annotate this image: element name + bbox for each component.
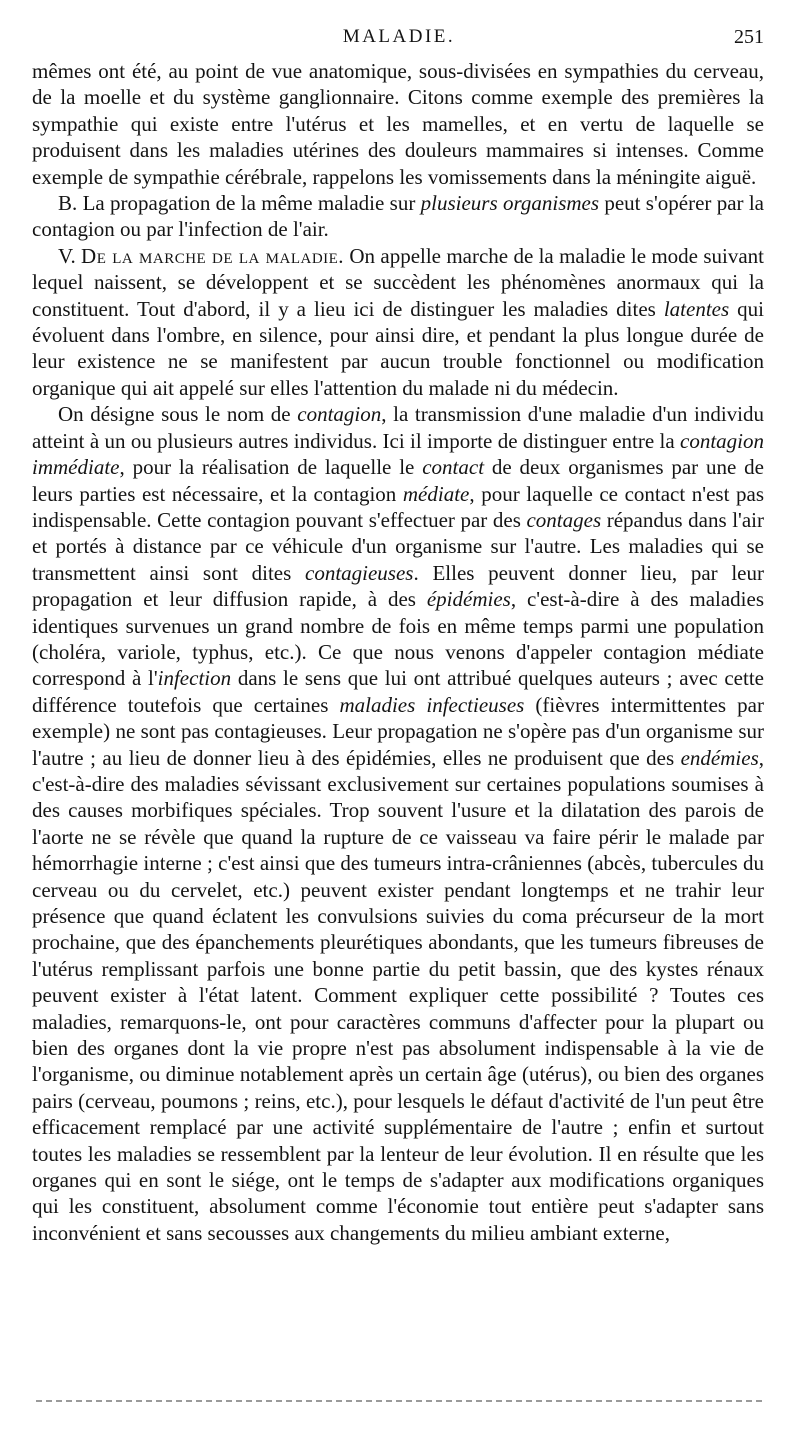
- text-run: , pour laquelle ce contact n'est pas indispensable. Cette contagion pouvant s'effectuer par des: [32, 481, 764, 532]
- page-number: 251: [734, 26, 764, 48]
- text-run: , c'est-à-dire à des maladies identiques survenues un grand nombre de fois en même temps parmi une population (choléra, variole, typhus, etc.). Ce que nous venons d'appeler contagion médiate correspond à l': [32, 587, 764, 691]
- italic-term: plusieurs organismes: [420, 191, 600, 216]
- text-run: . Elles peuvent donner lieu, par leur propagation et leur diffusion rapide, à des: [32, 560, 765, 612]
- italic-term: médiate: [402, 481, 470, 506]
- text-run: On désigne sous le nom de: [58, 402, 298, 427]
- text-run: , c'est-à-dire des maladies sévissant exclusivement sur certaines populations soumises à des causes morbifiques spéciales. Trop souvent l'usure et la dilatation des parois de l'aorte ne se révèle que quand la rupture de ce vaisseau va faire périr le malade par hémorrhagie interne ; c'est ainsi que des tumeurs intra-crâniennes (abcès, tubercules du cerveau ou du cervelet, etc.) peuvent exister pendant longtemps et ne trahir leur présence que quand éclatent les convulsions suivies du coma précurseur de la mort prochaine, que des épanchements pleurétiques abondants, que les tumeurs fibreuses de l'utérus remplissant parfois une bonne partie du petit bassin, que des kystes rénaux peuvent exister à l'état latent. Comment expliquer cette possibilité ? Toutes ces maladies, remarquons-le, ont pour caractères communs d'affecter pour la plupart ou bien des organes dont la vie propre n'est pas absolument indispensable à la vie de l'organisme, ou diminue notablement après un certain âge (utérus), ou bien des organes pairs (cerveau, poumons ; reins, etc.), pour lesquels le défaut d'activité de l'un peut être efficacement remplacé par une activité supplémentaire de l'autre ; enfin et surtout toutes les maladies se ressemblent par la lenteur de leur évolution. Il en résulte que les organes qui en sont le siége, ont le temps de s'adapter aux modifications organiques qui les constituent, absolument comme l'économie tout entière peut s'adapter sans inconvénient et sans secousses aux changements du milieu ambiant externe,: [32, 745, 764, 1245]
- paragraph-1: mêmes ont été, au point de vue anatomique, sous-divisées en sympathies du cerveau, de la moelle et du système ganglionnaire. Citons comme exemple des premières la sympathie qui existe entre l'utérus et les mamelles, et en vertu de laquelle se produisent dans les maladies utérines des douleurs mammaires si intenses. Comme exemple de sympathie cérébrale, rappelons les vomissements dans la méningite aiguë.: [32, 59, 764, 189]
- italic-term: contages: [526, 507, 602, 532]
- text-run: B. La propagation de la même maladie sur: [58, 191, 421, 216]
- text-run: , pour la réalisation de laquelle le: [119, 455, 423, 480]
- running-header: [34, 26, 764, 56]
- text-run: , la transmission d'une maladie d'un individu atteint à un ou plusieurs autres individus. Ici il importe de distinguer entre la: [32, 402, 764, 453]
- text-run: (fièvres intermittentes par exemple) ne sont pas contagieuses. Leur propagation ne s'opère pas d'un organisme sur l'autre ; au lieu de donner lieu à des épidémies, elles ne produisent que des: [32, 692, 764, 770]
- text-run: qui évoluent dans l'ombre, en silence, pour ainsi dire, et pendant la plus longue durée de leur existence ne se manifestent par aucun trouble fonctionnel ou modification organique qui ait appelé sur elles l'attention du malade ni du médecin.: [32, 296, 764, 400]
- paragraph-2: [32, 190, 764, 243]
- paragraph-4: [32, 401, 764, 1246]
- text-run: de deux organismes par une de leurs parties est nécessaire, et la contagion: [32, 455, 764, 506]
- text-run: répandus dans l'air et portés à distance par ce véhicule d'un organisme sur l'autre. Les maladies qui se transmettent ainsi sont dites: [32, 507, 764, 585]
- italic-term: contagion immédiate: [32, 428, 764, 480]
- body-text: [32, 58, 764, 1246]
- italic-term: contagieuses: [305, 560, 414, 585]
- paragraph-3: [32, 243, 764, 401]
- bottom-rule: [36, 1400, 762, 1402]
- italic-term: maladies infectieuses: [339, 692, 525, 717]
- running-title: MALADIE.: [342, 26, 456, 47]
- italic-term: contagion: [297, 402, 382, 427]
- italic-term: infection: [157, 666, 232, 691]
- section-heading: De la marche de la maladie.: [81, 243, 345, 268]
- italic-term: latentes: [663, 296, 730, 321]
- italic-term: endémies: [680, 745, 759, 770]
- text-run: peut s'opérer par la contagion ou par l'infection de l'air.: [32, 191, 764, 242]
- text-run: dans le sens que lui ont attribué quelques auteurs ; avec cette différence toutefois que certaines: [32, 666, 764, 717]
- section-number: V.: [58, 243, 82, 268]
- italic-term: contact: [422, 455, 485, 480]
- italic-term: épidémies: [426, 587, 511, 612]
- text-run: On appelle marche de la maladie le mode suivant lequel naissent, se développent et se succèdent les phénomènes anormaux qui la constituent. Tout d'abord, il y a lieu ici de distinguer les maladies dites: [32, 243, 764, 321]
